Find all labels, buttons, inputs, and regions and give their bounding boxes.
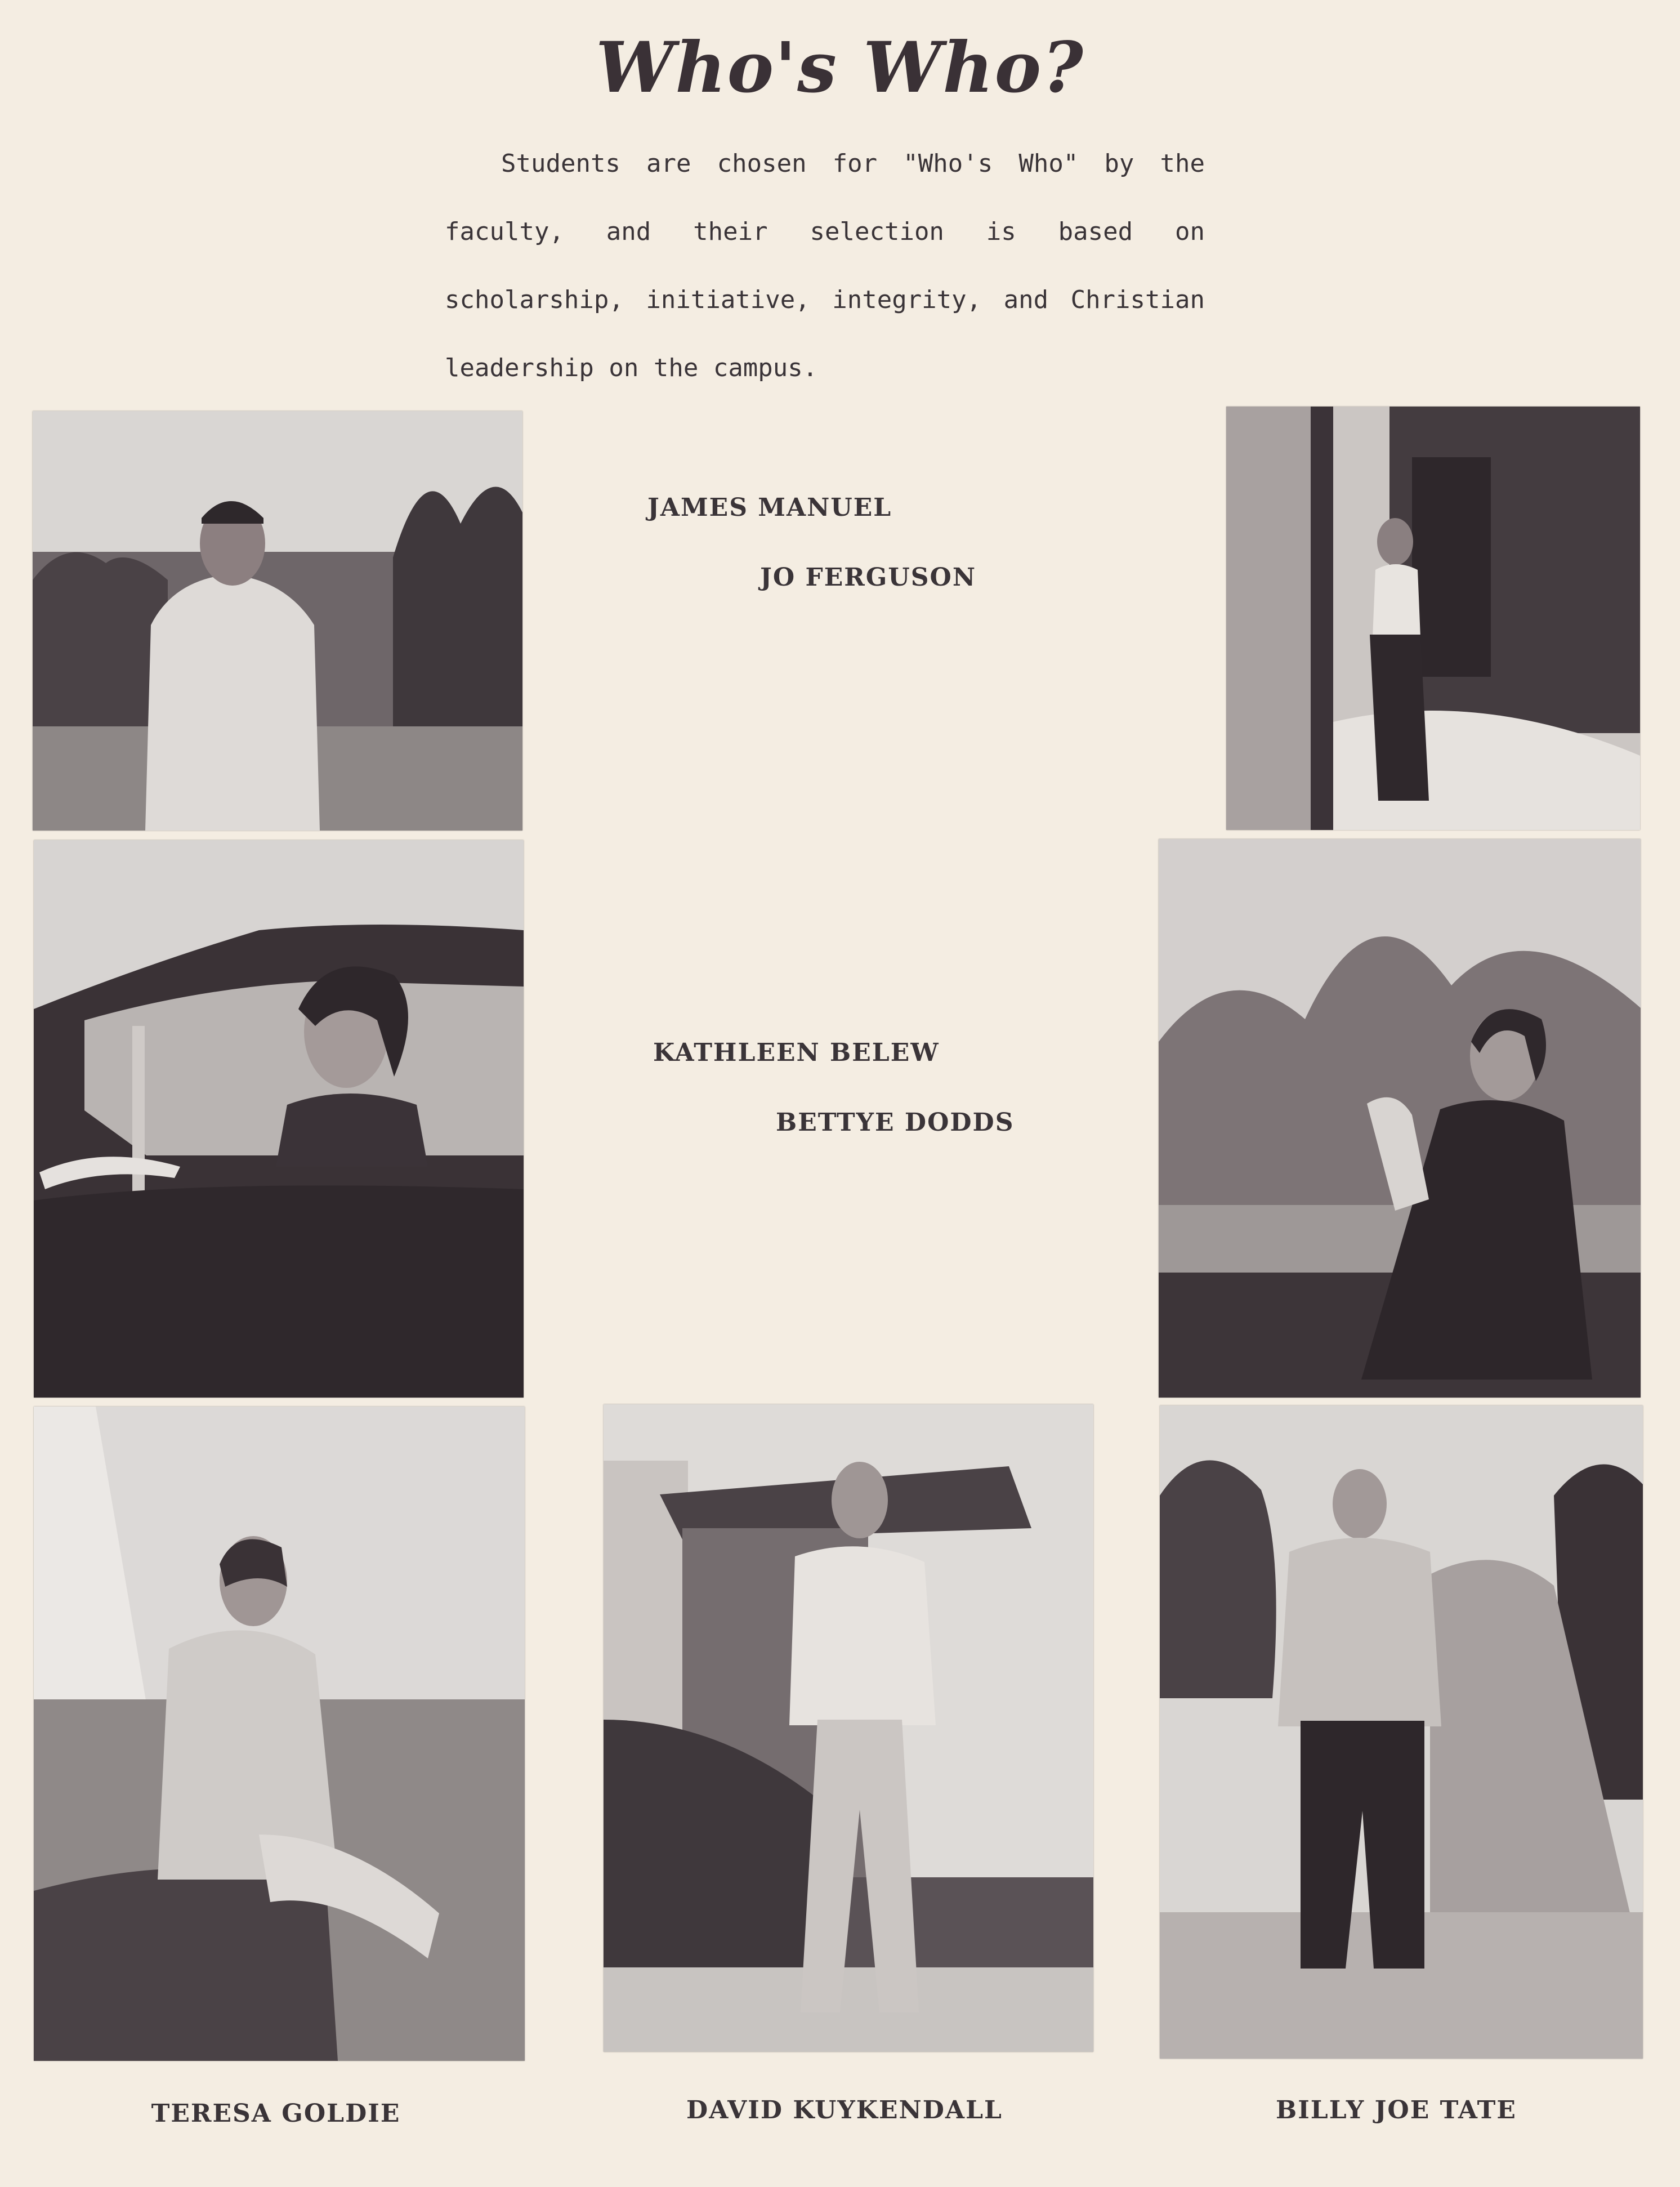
name-teresa-goldie: TERESA GOLDIE xyxy=(151,2099,401,2128)
photo-billy-joe-tate xyxy=(1160,1405,1643,2059)
photo-kathleen-belew xyxy=(34,840,524,1398)
name-james-manuel: JAMES MANUEL xyxy=(647,493,892,522)
photo-jo-ferguson xyxy=(1226,407,1640,830)
page-title: Who's Who? xyxy=(596,27,1084,109)
photo-teresa-goldie xyxy=(34,1407,525,2061)
name-billy-joe-tate: BILLY JOE TATE xyxy=(1276,2096,1517,2124)
name-david-kuykendall: DAVID KUYKENDALL xyxy=(686,2096,1003,2124)
name-jo-ferguson: JO FERGUSON xyxy=(760,563,977,592)
intro-text: Students are chosen for "Who's Who" by the faculty, and their selection is based on scholarship, initiative, integrity, and Christian leadership on the campus. xyxy=(445,149,1205,382)
photo-david-kuykendall xyxy=(604,1404,1093,2052)
photo-james-manuel xyxy=(33,411,522,831)
name-kathleen-belew: KATHLEEN BELEW xyxy=(653,1038,940,1067)
name-bettye-dodds: BETTYE DODDS xyxy=(776,1108,1015,1137)
photo-bettye-dodds xyxy=(1159,839,1641,1398)
intro-paragraph xyxy=(445,130,1205,402)
